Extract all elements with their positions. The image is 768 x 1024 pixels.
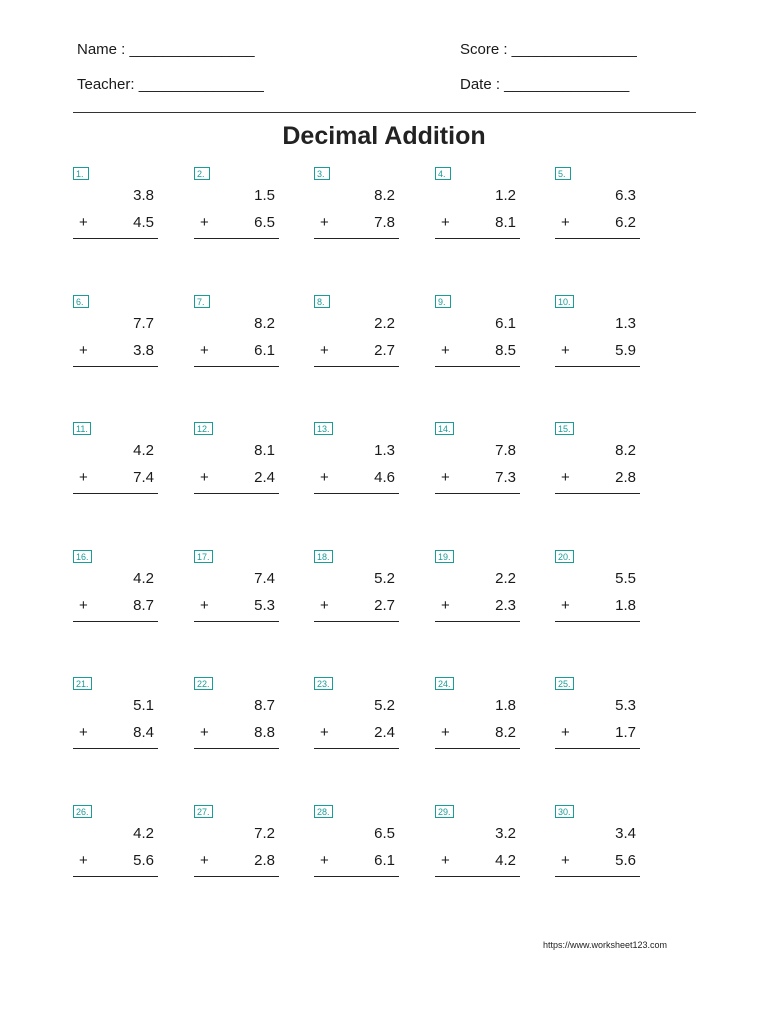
addend-bottom: 5.3 — [254, 597, 275, 614]
page-title: Decimal Addition — [282, 122, 486, 150]
name-field: Name : _______________ — [77, 41, 255, 58]
answer-line — [73, 238, 158, 239]
addend-bottom: 4.5 — [133, 214, 154, 231]
plus-sign: + — [441, 214, 450, 231]
addend-bottom: 2.7 — [374, 342, 395, 359]
problem-number: 20. — [555, 550, 574, 563]
answer-line — [555, 876, 640, 877]
plus-sign: + — [79, 724, 88, 741]
addend-top: 7.8 — [495, 442, 516, 459]
plus-sign: + — [79, 214, 88, 231]
problem-card — [314, 295, 399, 367]
problem-card — [314, 550, 399, 622]
plus-sign: + — [441, 597, 450, 614]
footer-url: https://www.worksheet123.com — [543, 940, 668, 950]
plus-sign: + — [79, 597, 88, 614]
problem-number: 13. — [314, 422, 333, 435]
answer-line — [73, 366, 158, 367]
problem-number: 12. — [194, 422, 213, 435]
problem-card — [435, 677, 520, 749]
addend-bottom: 8.8 — [254, 724, 275, 741]
addend-top: 1.5 — [254, 187, 275, 204]
problem-card — [194, 677, 279, 749]
addend-top: 8.7 — [254, 697, 275, 714]
problem-card — [314, 422, 399, 494]
problem-card — [435, 422, 520, 494]
plus-sign: + — [79, 469, 88, 486]
problem-number: 10. — [555, 295, 574, 308]
addend-top: 5.2 — [374, 697, 395, 714]
problem-card — [194, 550, 279, 622]
plus-sign: + — [561, 214, 570, 231]
addend-top: 8.2 — [374, 187, 395, 204]
addend-bottom: 6.5 — [254, 214, 275, 231]
plus-sign: + — [441, 724, 450, 741]
problem-card — [435, 805, 520, 877]
addend-top: 6.5 — [374, 825, 395, 842]
answer-line — [435, 238, 520, 239]
answer-line — [194, 238, 279, 239]
addend-top: 1.3 — [374, 442, 395, 459]
answer-line — [194, 621, 279, 622]
plus-sign: + — [320, 214, 329, 231]
problem-number: 3. — [314, 167, 330, 180]
problem-number: 4. — [435, 167, 451, 180]
problem-card — [555, 422, 640, 494]
plus-sign: + — [200, 724, 209, 741]
problem-number: 21. — [73, 677, 92, 690]
addend-bottom: 1.7 — [615, 724, 636, 741]
answer-line — [435, 876, 520, 877]
plus-sign: + — [441, 852, 450, 869]
teacher-field: Teacher: _______________ — [77, 76, 264, 93]
plus-sign: + — [320, 724, 329, 741]
plus-sign: + — [320, 469, 329, 486]
addend-top: 4.2 — [133, 442, 154, 459]
addend-top: 8.2 — [254, 315, 275, 332]
plus-sign: + — [441, 469, 450, 486]
addend-bottom: 3.8 — [133, 342, 154, 359]
problem-card — [555, 295, 640, 367]
addend-bottom: 2.4 — [254, 469, 275, 486]
plus-sign: + — [200, 214, 209, 231]
plus-sign: + — [200, 342, 209, 359]
addend-bottom: 7.3 — [495, 469, 516, 486]
addend-top: 5.2 — [374, 570, 395, 587]
problem-number: 28. — [314, 805, 333, 818]
addend-bottom: 8.4 — [133, 724, 154, 741]
answer-line — [73, 493, 158, 494]
date-field: Date : _______________ — [460, 76, 630, 93]
problem-card — [194, 422, 279, 494]
answer-line — [555, 238, 640, 239]
addend-bottom: 7.4 — [133, 469, 154, 486]
addend-top: 4.2 — [133, 825, 154, 842]
answer-line — [73, 876, 158, 877]
addend-bottom: 6.2 — [615, 214, 636, 231]
problem-number: 9. — [435, 295, 451, 308]
problem-card — [555, 167, 640, 239]
addend-bottom: 2.4 — [374, 724, 395, 741]
answer-line — [314, 748, 399, 749]
plus-sign: + — [320, 597, 329, 614]
addend-bottom: 2.3 — [495, 597, 516, 614]
addend-top: 5.1 — [133, 697, 154, 714]
problem-number: 19. — [435, 550, 454, 563]
answer-line — [435, 621, 520, 622]
problem-number: 27. — [194, 805, 213, 818]
plus-sign: + — [200, 852, 209, 869]
problem-number: 25. — [555, 677, 574, 690]
answer-line — [555, 621, 640, 622]
plus-sign: + — [561, 724, 570, 741]
addend-bottom: 6.1 — [254, 342, 275, 359]
addend-bottom: 5.9 — [615, 342, 636, 359]
problem-number: 26. — [73, 805, 92, 818]
addend-top: 3.8 — [133, 187, 154, 204]
problem-card — [314, 677, 399, 749]
answer-line — [314, 621, 399, 622]
addend-top: 2.2 — [495, 570, 516, 587]
problem-card — [555, 805, 640, 877]
problem-card — [194, 167, 279, 239]
addend-bottom: 7.8 — [374, 214, 395, 231]
answer-line — [73, 748, 158, 749]
score-field: Score : _______________ — [460, 41, 637, 58]
addend-bottom: 2.7 — [374, 597, 395, 614]
problem-number: 18. — [314, 550, 333, 563]
addend-top: 2.2 — [374, 315, 395, 332]
problem-card — [194, 805, 279, 877]
plus-sign: + — [320, 342, 329, 359]
addend-bottom: 8.7 — [133, 597, 154, 614]
addend-bottom: 8.1 — [495, 214, 516, 231]
plus-sign: + — [200, 597, 209, 614]
problem-card — [73, 295, 158, 367]
addend-bottom: 2.8 — [615, 469, 636, 486]
problem-number: 17. — [194, 550, 213, 563]
addend-top: 1.8 — [495, 697, 516, 714]
problem-card — [73, 677, 158, 749]
answer-line — [435, 748, 520, 749]
problem-card — [73, 422, 158, 494]
problem-number: 14. — [435, 422, 454, 435]
problem-number: 16. — [73, 550, 92, 563]
addend-top: 1.2 — [495, 187, 516, 204]
addend-top: 7.7 — [133, 315, 154, 332]
problem-card — [555, 550, 640, 622]
plus-sign: + — [320, 852, 329, 869]
addend-top: 6.3 — [615, 187, 636, 204]
problem-card — [73, 167, 158, 239]
problem-card — [314, 167, 399, 239]
problem-card — [73, 550, 158, 622]
answer-line — [555, 748, 640, 749]
problem-number: 6. — [73, 295, 89, 308]
problem-number: 23. — [314, 677, 333, 690]
addend-top: 3.2 — [495, 825, 516, 842]
addend-top: 7.4 — [254, 570, 275, 587]
problem-number: 1. — [73, 167, 89, 180]
problem-card — [435, 550, 520, 622]
answer-line — [194, 366, 279, 367]
problem-number: 8. — [314, 295, 330, 308]
plus-sign: + — [441, 342, 450, 359]
plus-sign: + — [561, 852, 570, 869]
plus-sign: + — [79, 342, 88, 359]
answer-line — [314, 876, 399, 877]
addend-top: 4.2 — [133, 570, 154, 587]
problem-number: 7. — [194, 295, 210, 308]
problem-number: 29. — [435, 805, 454, 818]
problem-card — [435, 167, 520, 239]
problem-card — [73, 805, 158, 877]
addend-bottom: 8.5 — [495, 342, 516, 359]
addend-top: 1.3 — [615, 315, 636, 332]
problem-card — [555, 677, 640, 749]
addend-top: 6.1 — [495, 315, 516, 332]
answer-line — [555, 493, 640, 494]
problem-number: 22. — [194, 677, 213, 690]
addend-top: 5.3 — [615, 697, 636, 714]
problem-number: 15. — [555, 422, 574, 435]
plus-sign: + — [561, 469, 570, 486]
addend-bottom: 5.6 — [615, 852, 636, 869]
problem-card — [314, 805, 399, 877]
answer-line — [314, 238, 399, 239]
plus-sign: + — [79, 852, 88, 869]
answer-line — [314, 366, 399, 367]
answer-line — [314, 493, 399, 494]
addend-bottom: 4.6 — [374, 469, 395, 486]
problem-number: 11. — [73, 422, 91, 435]
addend-top: 7.2 — [254, 825, 275, 842]
addend-top: 5.5 — [615, 570, 636, 587]
answer-line — [435, 493, 520, 494]
addend-bottom: 1.8 — [615, 597, 636, 614]
addend-top: 8.1 — [254, 442, 275, 459]
addend-bottom: 2.8 — [254, 852, 275, 869]
plus-sign: + — [561, 342, 570, 359]
problem-number: 30. — [555, 805, 574, 818]
answer-line — [73, 621, 158, 622]
addend-bottom: 6.1 — [374, 852, 395, 869]
answer-line — [435, 366, 520, 367]
answer-line — [555, 366, 640, 367]
problem-number: 5. — [555, 167, 571, 180]
addend-top: 3.4 — [615, 825, 636, 842]
answer-line — [194, 493, 279, 494]
addend-top: 8.2 — [615, 442, 636, 459]
problem-number: 2. — [194, 167, 210, 180]
answer-line — [194, 876, 279, 877]
problem-card — [194, 295, 279, 367]
problem-card — [435, 295, 520, 367]
plus-sign: + — [561, 597, 570, 614]
addend-bottom: 5.6 — [133, 852, 154, 869]
answer-line — [194, 748, 279, 749]
problem-number: 24. — [435, 677, 454, 690]
plus-sign: + — [200, 469, 209, 486]
addend-bottom: 8.2 — [495, 724, 516, 741]
addend-bottom: 4.2 — [495, 852, 516, 869]
